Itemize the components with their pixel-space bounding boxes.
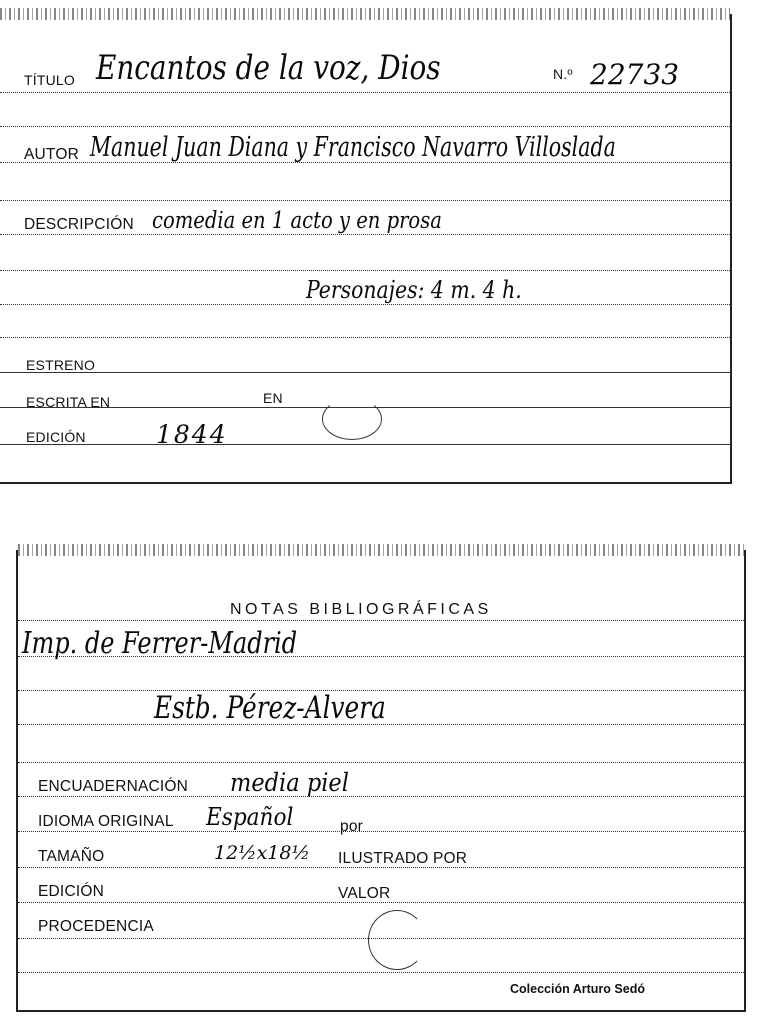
card-rule	[0, 304, 730, 305]
card-edge-texture	[0, 8, 730, 20]
card-rule	[0, 270, 730, 271]
original-language-value: Español	[206, 803, 294, 831]
description-value: comedia en 1 acto y en prosa	[152, 208, 442, 234]
written-in-label: ESCRITA EN	[26, 394, 111, 410]
card-rule	[18, 796, 744, 797]
card-rule	[0, 126, 730, 127]
number-value: 22733	[590, 58, 680, 91]
card-rule	[0, 444, 730, 445]
card-edge-texture	[18, 544, 744, 556]
provenance-label: PROCEDENCIA	[38, 918, 154, 935]
value-label: VALOR	[338, 885, 391, 902]
binding-label: ENCUADERNACIÓN	[38, 778, 189, 795]
card-rule	[18, 831, 744, 832]
edition-label: EDICIÓN	[26, 429, 86, 445]
ink-stamp-mark	[368, 910, 426, 970]
number-label: N.º	[553, 66, 573, 82]
title-label: TÍTULO	[24, 72, 75, 88]
by-label: por	[340, 818, 364, 835]
card-rule	[0, 337, 730, 338]
collection-credit: Colección Arturo Sedó	[510, 982, 645, 996]
binding-value: media piel	[230, 768, 349, 797]
ink-stamp-mark	[322, 398, 382, 440]
title-value: Encantos de la voz, Dios	[96, 48, 441, 88]
note-line-2: Estb. Pérez-Alvera	[154, 690, 386, 726]
characters-value: Personajes: 4 m. 4 h.	[306, 276, 522, 304]
edition-label: EDICIÓN	[38, 883, 104, 900]
illustrated-by-label: ILUSTRADO POR	[338, 850, 468, 867]
author-value: Manuel Juan Diana y Francisco Navarro Villoslada	[90, 132, 616, 163]
card-rule	[18, 972, 744, 973]
card-rule	[18, 620, 744, 621]
bibliographic-notes-heading: NOTAS BIBLIOGRÁFICAS	[230, 601, 492, 618]
card-rule	[0, 234, 730, 235]
description-label: DESCRIPCIÓN	[24, 216, 134, 233]
edition-year-value: 1844	[156, 420, 228, 449]
author-label: AUTOR	[24, 146, 79, 163]
card-rule	[0, 92, 730, 93]
catalog-card-bottom	[16, 550, 746, 1012]
note-line-1: Imp. de Ferrer-Madrid	[22, 626, 298, 661]
original-language-label: IDIOMA ORIGINAL	[38, 813, 174, 830]
card-rule	[0, 200, 730, 201]
card-rule	[0, 372, 730, 373]
catalog-card-top	[0, 14, 732, 484]
size-value: 12½x18½	[214, 842, 310, 864]
card-rule	[18, 762, 744, 763]
size-label: TAMAÑO	[38, 848, 105, 865]
in-label: EN	[263, 390, 283, 406]
premiere-label: ESTRENO	[26, 357, 96, 373]
